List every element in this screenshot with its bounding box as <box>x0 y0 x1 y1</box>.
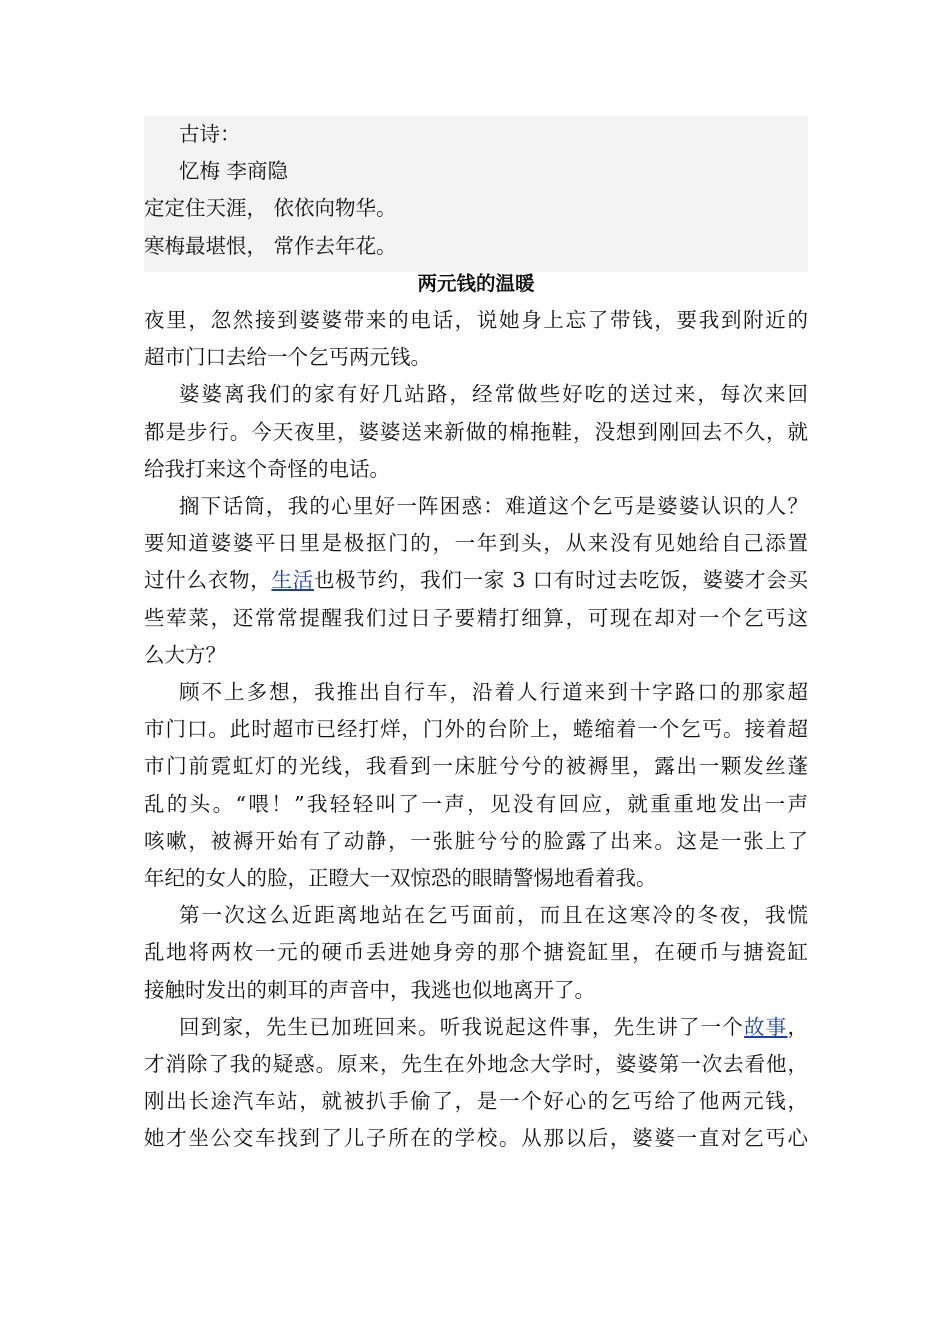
paragraph-line <box>144 562 808 599</box>
poem-line: 定定住天涯， 依依向物华。 <box>144 196 397 221</box>
poem-heading: 忆梅 李商隐 <box>179 159 289 184</box>
paragraph-line: 市门口。此时超市已经打烊，门外的台阶上，蜷缩着一个乞丐。接着超 <box>144 717 808 742</box>
paragraph-line: 咳嗽，被褥开始有了动静，一张脏兮兮的脸露了出来。这是一张上了 <box>144 828 808 853</box>
paragraph-line: 搁下话筒，我的心里好一阵困惑：难道这个乞丐是婆婆认识的人？ <box>179 494 808 519</box>
paragraph-line: 市门前霓虹灯的光线，我看到一床脏兮兮的被褥里，露出一颗发丝蓬 <box>144 754 808 779</box>
paragraph-line <box>144 1009 808 1046</box>
text-segment: 回到家，先生已加班回来。听我说起这件事，先生讲了一个 <box>179 1014 745 1039</box>
paragraph-line: 给我打来这个奇怪的电话。 <box>144 456 390 481</box>
paragraph-line: 乱的头。“喂！”我轻轻叫了一声，见没有回应，就重重地发出一声 <box>144 791 808 816</box>
paragraph-line: 都是步行。今天夜里，婆婆送来新做的棉拖鞋，没想到刚回去不久，就 <box>144 419 808 444</box>
paragraph-line: 才消除了我的疑惑。原来，先生在外地念大学时，婆婆第一次去看他， <box>144 1052 808 1077</box>
text-segment: 也极节约，我们一家 3 口有时过去吃饭，婆婆才会买 <box>313 568 809 593</box>
link-shenghuo[interactable]: 生活 <box>271 568 314 593</box>
paragraph-line: 顾不上多想，我推出自行车，沿着人行道来到十字路口的那家超 <box>179 680 808 705</box>
paragraph-line: 第一次这么近距离地站在乞丐面前，而且在这寒冷的冬夜，我慌 <box>179 903 808 928</box>
article-title: 两元钱的温暖 <box>417 271 535 295</box>
paragraph-line: 刚出长途汽车站，就被扒手偷了，是一个好心的乞丐给了他两元钱， <box>144 1089 808 1114</box>
link-gushi[interactable]: 故事 <box>744 1014 788 1039</box>
paragraph-line: 超市门口去给一个乞丐两元钱。 <box>144 345 431 370</box>
poem-line: 寒梅最堪恨， 常作去年花。 <box>144 233 397 258</box>
paragraph-line: 要知道婆婆平日里是极抠门的，一年到头，从来没有见她给自己添置 <box>144 531 808 556</box>
paragraph-line: 些荤菜，还常常提醒我们过日子要精打细算，可现在却对一个乞丐这 <box>144 605 808 630</box>
paragraph-line: 年纪的女人的脸，正瞪大一双惊恐的眼睛警惕地看着我。 <box>144 866 657 891</box>
paragraph-line: 乱地将两枚一元的硬币丢进她身旁的那个搪瓷缸里，在硬币与搪瓷缸 <box>144 940 808 965</box>
paragraph-line: 她才坐公交车找到了儿子所在的学校。从那以后，婆婆一直对乞丐心 <box>144 1126 808 1151</box>
document-body <box>144 116 808 1158</box>
paragraph-line: 接触时发出的刺耳的声音中，我逃也似地离开了。 <box>144 977 595 1002</box>
paragraph-line: 婆婆离我们的家有好几站路，经常做些好吃的送过来，每次来回 <box>179 382 808 407</box>
text-segment: ， <box>787 1014 809 1039</box>
poem-label: 古诗： <box>179 122 241 146</box>
text-segment: 过什么衣物， <box>144 568 272 593</box>
paragraph-line: 么大方？ <box>144 642 226 667</box>
paragraph-line: 夜里，忽然接到婆婆带来的电话，说她身上忘了带钱，要我到附近的 <box>144 308 808 333</box>
